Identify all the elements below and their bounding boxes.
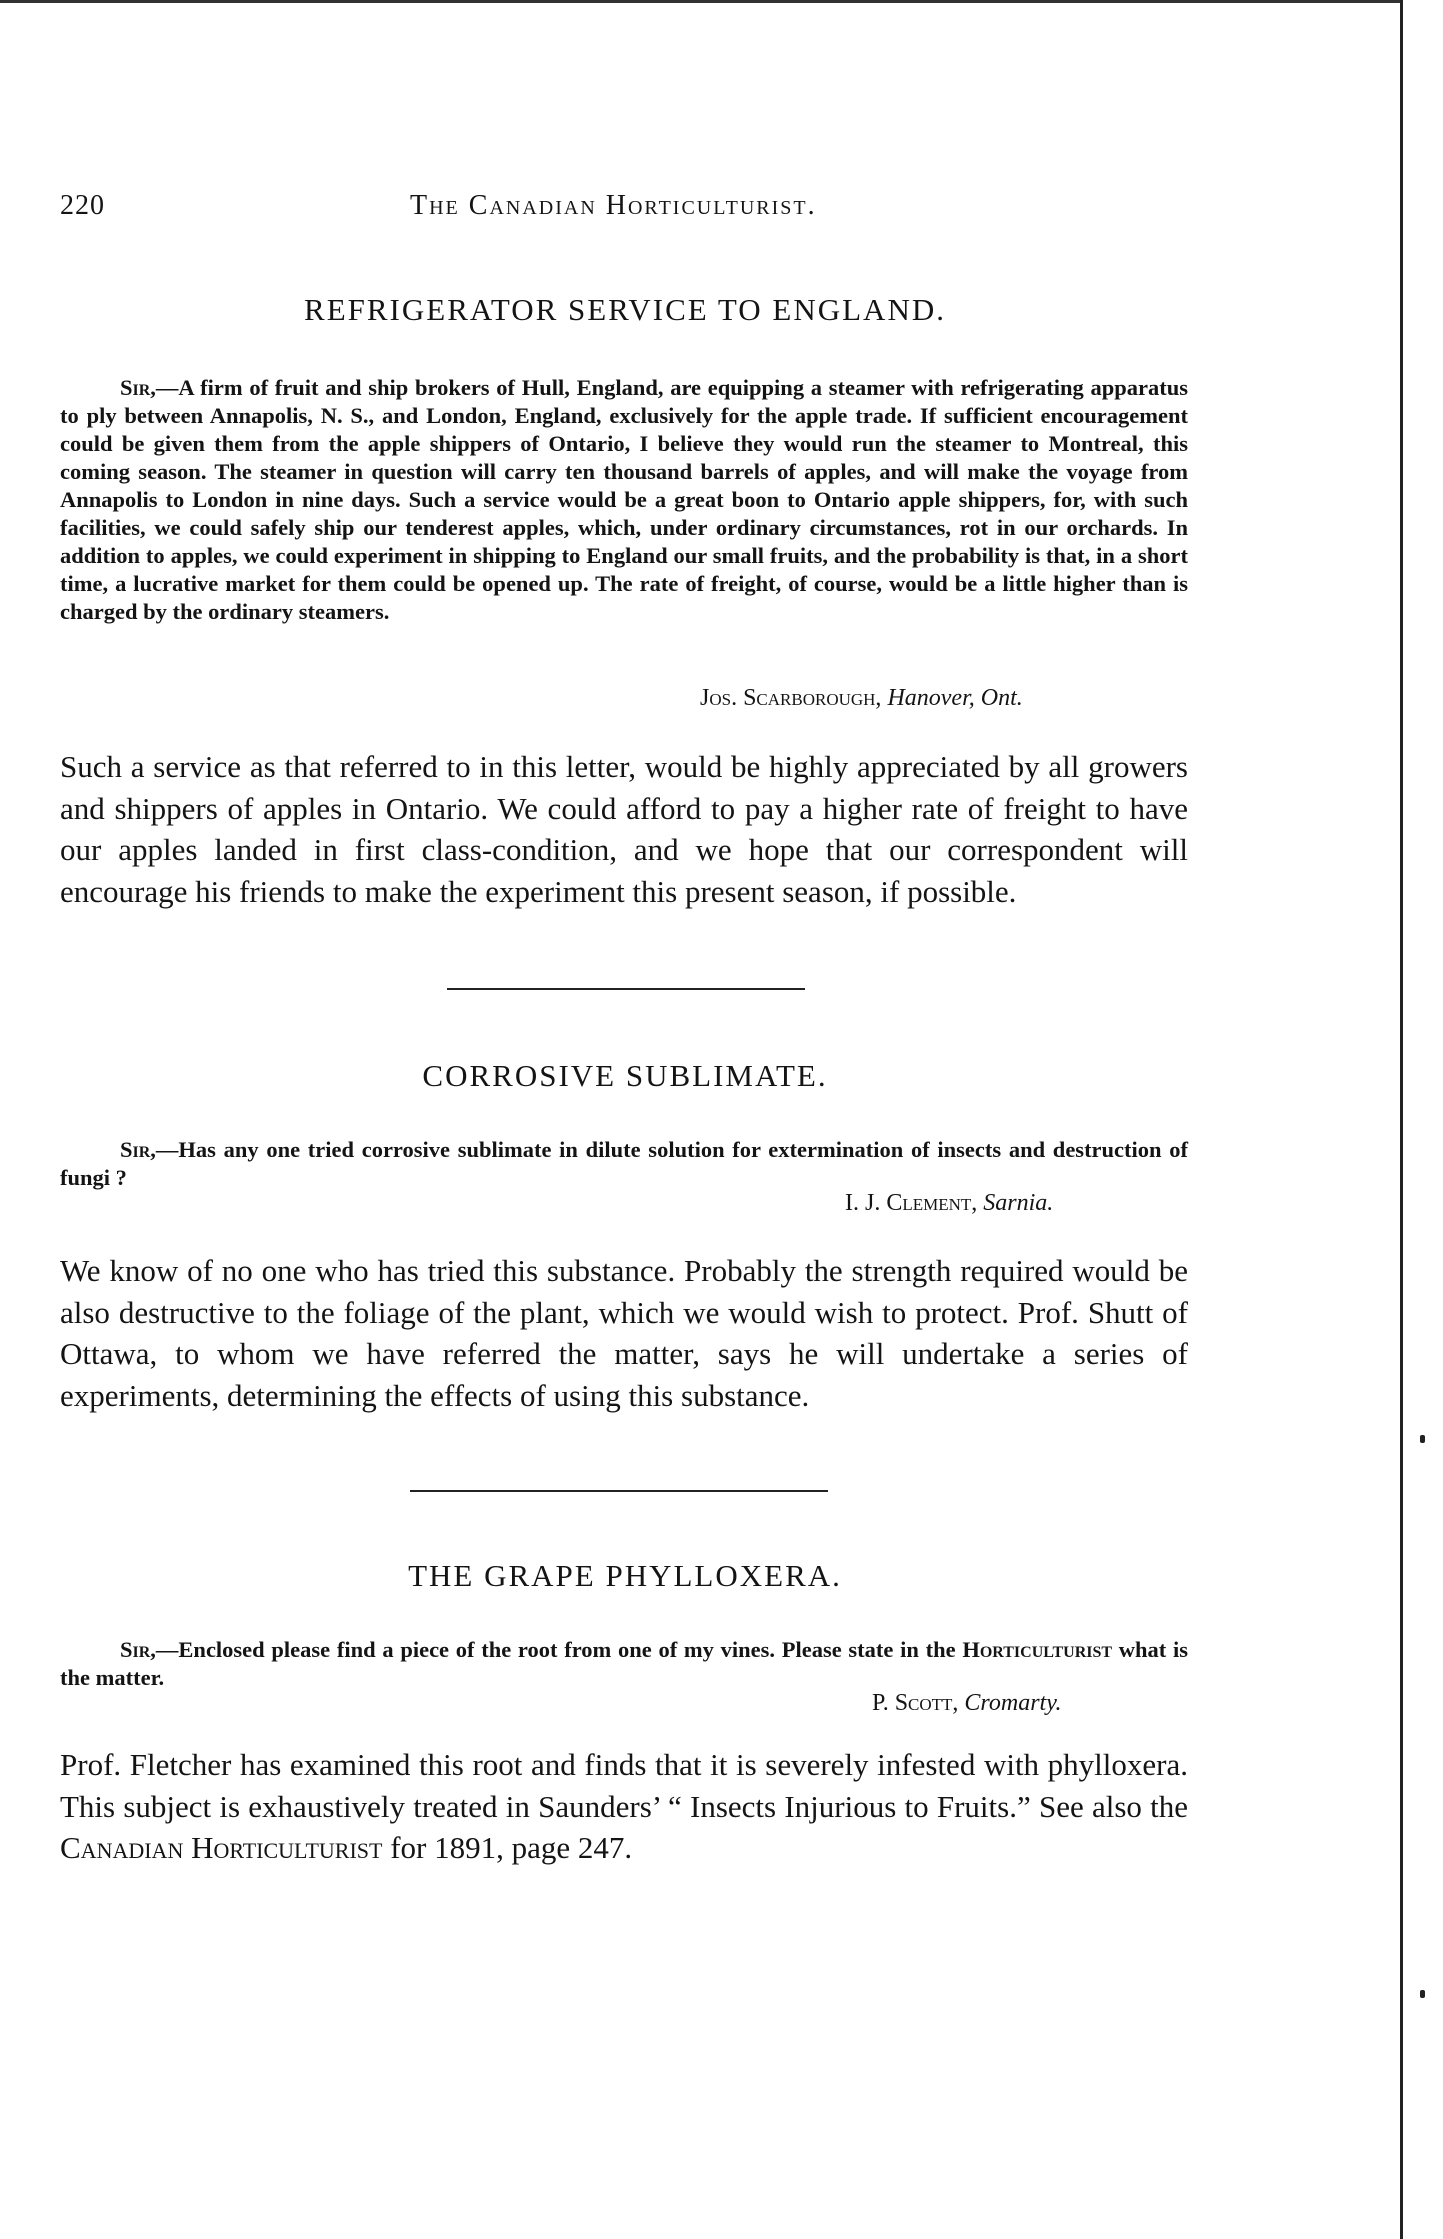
running-head: [60, 190, 1190, 230]
letter-signature: [700, 685, 1023, 712]
page-top-edge: [0, 0, 1400, 3]
letter-salutation: Sir,: [120, 1637, 156, 1662]
section-title-corrosive: CORROSIVE SUBLIMATE.: [422, 1058, 828, 1093]
editorial-refrigerator: [60, 746, 1188, 912]
editorial-text: Such a service as that referred to in this letter, would be highly appreciated by all growers and shippers of apples in Ontario. We could afford to pay a higher rate of freight to have our apples landed in first class-condition, and we hope that our correspondent will encourage his friends to make the experiment this present season, if possible.: [60, 749, 1188, 909]
editorial-phylloxera: [60, 1744, 1188, 1869]
letter-signature: [872, 1690, 1062, 1717]
letter-journal-name: Horticulturist: [962, 1637, 1113, 1662]
letter-corrosive: [60, 1136, 1188, 1192]
section-title-refrigerator: REFRIGERATOR SERVICE TO ENGLAND.: [304, 292, 946, 327]
signature-name: Jos. Scarborough,: [700, 685, 882, 711]
letter-body: —A firm of fruit and ship brokers of Hull, England, are equipping a steamer with refrigerating apparatus to ply between Annapolis, N. S., and London, England, exclusively for the apple trade. If sufficient encouragement could be given them from the apple shippers of Ontario, I believe they would run the steamer to Montreal, this coming season. The steamer in question will carry ten thousand barrels of apples, and will make the voyage from Annapolis to London in nine days. Such a service would be a great boon to Ontario apple shippers, for, with such facilities, we could safely ship our tenderest apples, which, under ordinary circumstances, rot in our orchards. In addition to apples, we could experiment in shipping to England our small fruits, and the probability is that, in a short time, a lucrative market for them could be opened up. The rate of freight, of course, would be a little higher than is charged by the ordinary steamers.: [60, 375, 1188, 624]
editorial-text: We know of no one who has tried this substance. Probably the strength required would be also destructive to the foliage of the plant, which we would wish to protect. Prof. Shutt of Ottawa, to whom we have referred the matter, says he will undertake a series of experiments, determining the effects of using this substance.: [60, 1253, 1188, 1413]
section-title-phylloxera: THE GRAPE PHYLLOXERA.: [408, 1558, 842, 1593]
letter-body: —Has any one tried corrosive sublimate in dilute solution for extermination of insects and destruction of fungi ?: [60, 1137, 1188, 1190]
letter-salutation: Sir,: [120, 375, 156, 400]
page-binding-edge: [1400, 0, 1403, 2239]
editorial-journal-name: Canadian Horticulturist: [60, 1830, 383, 1865]
scan-speck: [1420, 1435, 1425, 1443]
letter-refrigerator: [60, 374, 1188, 626]
letter-signature: [845, 1190, 1053, 1217]
signature-place: Sarnia.: [983, 1190, 1054, 1216]
signature-name: I. J. Clement,: [845, 1190, 978, 1216]
letter-body-start: —Enclosed please find a piece of the root from one of my vines. Please state in the: [155, 1637, 963, 1662]
editorial-corrosive: [60, 1250, 1188, 1416]
letter-phylloxera: [60, 1636, 1188, 1692]
letter-salutation: Sir,: [120, 1137, 156, 1162]
editorial-text-end: for 1891, page 247.: [382, 1830, 633, 1865]
scan-speck: [1420, 1990, 1425, 1998]
section-divider: [410, 1490, 828, 1492]
journal-title: The Canadian Horticulturist.: [410, 190, 817, 221]
page-number: 220: [60, 190, 105, 221]
letter-body-end: what is the matter.: [60, 1637, 1188, 1690]
signature-place: Cromarty.: [964, 1690, 1062, 1716]
signature-place: Hanover, Ont.: [887, 685, 1023, 711]
signature-name: P. Scott,: [872, 1690, 959, 1716]
section-divider: [447, 988, 805, 990]
editorial-text-start: Prof. Fletcher has examined this root and finds that it is severely infested with phylloxera. This subject is exhaustively treated in Saunders’ “ Insects Injurious to Fruits.” See also the: [60, 1747, 1188, 1824]
